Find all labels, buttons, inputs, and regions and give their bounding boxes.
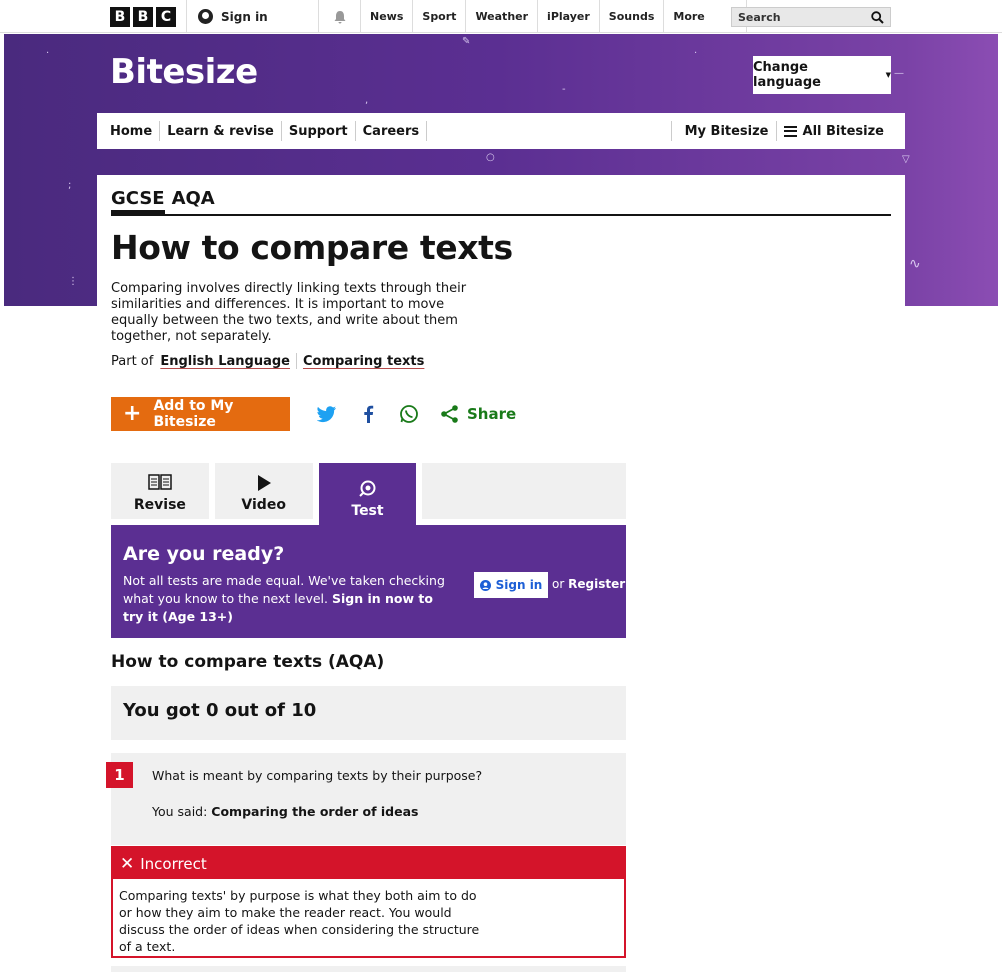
change-language-button[interactable] bbox=[753, 56, 891, 94]
book-icon bbox=[148, 472, 172, 494]
incorrect-banner bbox=[113, 848, 624, 879]
bitesize-main-nav bbox=[97, 113, 905, 149]
decorative-doodle: - bbox=[562, 84, 566, 95]
nav-more-label: More bbox=[673, 10, 705, 23]
you-said-label: You said: bbox=[152, 804, 208, 819]
whatsapp-icon[interactable] bbox=[398, 403, 420, 425]
bbc-logo[interactable] bbox=[110, 7, 176, 27]
link-comparing-texts[interactable]: Comparing texts bbox=[302, 353, 425, 369]
bbc-logo-letter: C bbox=[156, 7, 176, 27]
feedback-box bbox=[111, 846, 626, 958]
nav-weather[interactable]: Weather bbox=[465, 0, 537, 33]
tab-video-label: Video bbox=[241, 497, 286, 513]
part-of-label: Part of bbox=[111, 353, 154, 369]
menu-icon bbox=[784, 126, 797, 137]
page-intro: Comparing involves directly linking texts through their similarities and differences. It is important to move equally between the two texts, and write about them together, not separately. bbox=[111, 281, 467, 344]
sign-in-button[interactable] bbox=[474, 572, 548, 598]
add-button-label: Add to My Bitesize bbox=[153, 398, 234, 430]
nav-iplayer[interactable]: iPlayer bbox=[537, 0, 599, 33]
register-link[interactable]: Register bbox=[568, 577, 626, 591]
decorative-doodle: ▽ bbox=[902, 154, 910, 165]
your-answer bbox=[152, 804, 418, 819]
bbc-logo-letter: B bbox=[133, 7, 153, 27]
question-text: What is meant by comparing texts by their purpose? bbox=[152, 768, 483, 783]
tab-test[interactable] bbox=[319, 463, 417, 525]
nav-all-bitesize[interactable] bbox=[776, 121, 891, 141]
decorative-doodle: ∿ bbox=[909, 256, 921, 272]
notifications-bell-icon[interactable] bbox=[318, 0, 360, 33]
nav-learn-revise[interactable]: Learn & revise bbox=[160, 121, 282, 141]
nav-right-group bbox=[671, 121, 905, 141]
decorative-doodle: · bbox=[46, 48, 50, 59]
decorative-doodle: ○ bbox=[486, 152, 495, 163]
question-number: 1 bbox=[106, 762, 133, 788]
bitesize-logo[interactable]: Bitesize bbox=[110, 52, 258, 92]
tab-revise[interactable] bbox=[111, 463, 209, 519]
decorative-doodle: · bbox=[694, 48, 698, 59]
plus-icon: + bbox=[123, 401, 142, 426]
answer-text: Comparing the order of ideas bbox=[211, 804, 419, 819]
next-question-card bbox=[111, 966, 626, 972]
register-text bbox=[552, 577, 625, 591]
tab-revise-label: Revise bbox=[133, 497, 186, 513]
bbc-services-nav bbox=[360, 0, 747, 33]
search-input[interactable] bbox=[731, 7, 891, 27]
account-icon bbox=[198, 9, 213, 24]
share-icon[interactable] bbox=[439, 403, 461, 425]
level-gcse[interactable]: GCSE bbox=[111, 188, 165, 214]
decorative-doodle: ✎ bbox=[462, 36, 471, 47]
twitter-icon[interactable] bbox=[316, 403, 338, 425]
account-icon bbox=[480, 580, 491, 591]
tab-bar-filler bbox=[422, 463, 626, 519]
question-card bbox=[111, 753, 626, 845]
ready-heading: Are you ready? bbox=[123, 543, 285, 565]
share-button[interactable]: Share bbox=[467, 405, 517, 423]
ready-text-bold: Sign in now to try it (Age 13+) bbox=[123, 591, 433, 624]
add-to-my-bitesize-button[interactable] bbox=[111, 397, 290, 431]
sign-in-prompt bbox=[111, 525, 626, 638]
tab-test-label: Test bbox=[351, 503, 384, 519]
decorative-doodle: ; bbox=[68, 180, 72, 191]
nav-sport[interactable]: Sport bbox=[412, 0, 465, 33]
feedback-explanation: Comparing texts' by purpose is what they both aim to do or how they aim to make the reader react. You would discuss the order of ideas when considering the structure of a text. bbox=[119, 888, 480, 954]
search-placeholder: Search bbox=[738, 10, 781, 24]
top-sign-in-label: Sign in bbox=[221, 9, 268, 24]
level-aqa[interactable]: AQA bbox=[171, 188, 215, 209]
part-of-links bbox=[111, 353, 430, 369]
or-label: or bbox=[552, 577, 565, 591]
sign-in-label: Sign in bbox=[495, 578, 543, 592]
decorative-doodle: ⋮ bbox=[68, 276, 78, 287]
link-english-language[interactable]: English Language bbox=[160, 353, 290, 369]
test-heading: How to compare texts (AQA) bbox=[111, 652, 385, 672]
nav-my-bitesize[interactable]: My Bitesize bbox=[671, 121, 776, 141]
share-row bbox=[316, 402, 516, 426]
test-icon bbox=[357, 478, 377, 500]
decorative-doodle: — bbox=[894, 68, 904, 79]
level-breadcrumb bbox=[111, 188, 891, 216]
tab-video[interactable] bbox=[215, 463, 313, 519]
page-title: How to compare texts bbox=[111, 228, 513, 267]
nav-home[interactable]: Home bbox=[97, 121, 160, 141]
nav-careers[interactable]: Careers bbox=[356, 121, 428, 141]
nav-news[interactable]: News bbox=[360, 0, 412, 33]
score-box: You got 0 out of 10 bbox=[111, 686, 626, 740]
top-sign-in-link[interactable] bbox=[186, 0, 318, 33]
study-tabs bbox=[111, 463, 626, 525]
result-label: Incorrect bbox=[140, 854, 207, 873]
nav-sounds[interactable]: Sounds bbox=[599, 0, 664, 33]
ready-text-plain: Not all tests are made equal. We've taken checking what you know to the next level. bbox=[123, 573, 445, 606]
decorative-doodle: , bbox=[365, 95, 369, 106]
play-icon bbox=[256, 472, 272, 494]
search-icon[interactable] bbox=[871, 11, 884, 24]
facebook-icon[interactable] bbox=[357, 403, 379, 425]
all-bitesize-label: All Bitesize bbox=[802, 123, 884, 139]
bbc-top-bar bbox=[0, 0, 1002, 33]
bbc-logo-letter: B bbox=[110, 7, 130, 27]
chevron-down-icon: ▼ bbox=[885, 71, 891, 79]
close-icon: ✕ bbox=[120, 853, 135, 874]
nav-support[interactable]: Support bbox=[282, 121, 356, 141]
ready-text bbox=[123, 572, 453, 626]
change-language-label: Change language bbox=[753, 60, 821, 90]
